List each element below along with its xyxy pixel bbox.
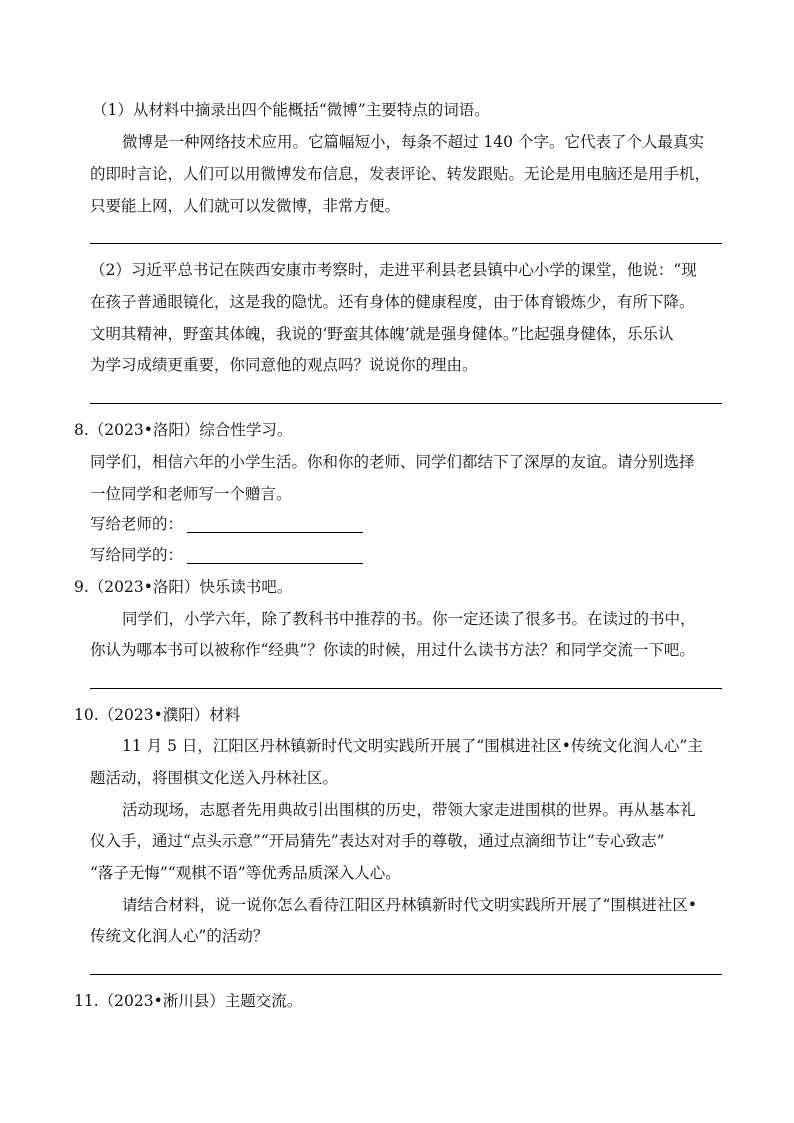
- answer-line[interactable]: [90, 688, 722, 689]
- question-8-line: 一位同学和老师写一个赠言。: [90, 485, 292, 503]
- answer-line[interactable]: [90, 974, 722, 975]
- passage-line: 的即时言论，人们可以用微博发布信息，发表评论、转发跟贴。无论是用电脑还是用手机，: [90, 165, 711, 183]
- sub-question-1: （1）从材料中摘录出四个能概括“微博”主要特点的词语。: [92, 101, 490, 119]
- to-teacher-label: 写给老师的：: [90, 515, 184, 533]
- sub-question-2: （2）习近平总书记在陕西安康市考察时，走进平利县老县镇中心小学的课堂，他说：“现: [90, 261, 697, 279]
- question-10-line: 活动现场，志愿者先用典故引出围棋的历史，带领大家走进围棋的世界。再从基本礼: [122, 801, 696, 819]
- question-9-title: 9.（2023•洛阳）快乐读书吧。: [74, 578, 293, 596]
- question-10-line: 请结合材料，说一说你怎么看待江阳区丹林镇新时代文明实践所开展了“围棋进社区•: [122, 896, 698, 914]
- sub-question-2-line: 文明其精神，野蛮其体魄，我说的‘野蛮其体魄’就是强身健体。”比起强身健体，乐乐认: [90, 325, 674, 343]
- passage-line: 只要能上网，人们就可以发微博，非常方便。: [90, 197, 401, 215]
- answer-line[interactable]: [90, 243, 722, 244]
- to-teacher-blank[interactable]: [187, 532, 363, 533]
- sub-question-2-line: 在孩子普通眼镜化，这是我的隐忧。还有身体的健康程度，由于体育锻炼少，有所下降。: [90, 293, 695, 311]
- question-9-line: 你认为哪本书可以被称作“经典”？你读的时候，用过什么读书方法？和同学交流一下吧。: [90, 641, 695, 659]
- question-10-line: 传统文化润人心”的活动？: [90, 927, 269, 945]
- to-classmate-label: 写给同学的：: [90, 546, 184, 564]
- answer-line[interactable]: [90, 403, 722, 404]
- question-10-line: 11 月 5 日，江阳区丹林镇新时代文明实践所开展了“围棋进社区•传统文化润人心”主: [122, 737, 703, 755]
- question-9-line: 同学们，小学六年，除了教科书中推荐的书。你一定还读了很多书。在读过的书中，: [122, 610, 696, 628]
- passage-line: 微博是一种网络技术应用。它篇幅短小，每条不超过 140 个字。它代表了个人最真实: [122, 133, 704, 151]
- question-11-title: 11.（2023•淅川县）主题交流。: [74, 992, 303, 1010]
- sub-question-2-line: 为学习成绩更重要，你同意他的观点吗？说说你的理由。: [90, 356, 478, 374]
- question-8-line: 同学们，相信六年的小学生活。你和你的老师、同学们都结下了深厚的友谊。请分别选择: [90, 453, 695, 471]
- question-10-line: “落子无悔”“观棋不语”等优秀品质深入人心。: [90, 864, 401, 882]
- to-classmate-blank[interactable]: [187, 563, 363, 564]
- question-10-title: 10.（2023•濮阳）材料: [74, 706, 241, 724]
- question-8-title: 8.（2023•洛阳）综合性学习。: [74, 421, 293, 439]
- question-10-line: 题活动，将围棋文化送入丹林社区。: [90, 769, 339, 787]
- question-10-line: 仪入手，通过“点头示意”“开局猜先”表达对对手的尊敬，通过点滴细节让“专心致志”: [90, 832, 665, 850]
